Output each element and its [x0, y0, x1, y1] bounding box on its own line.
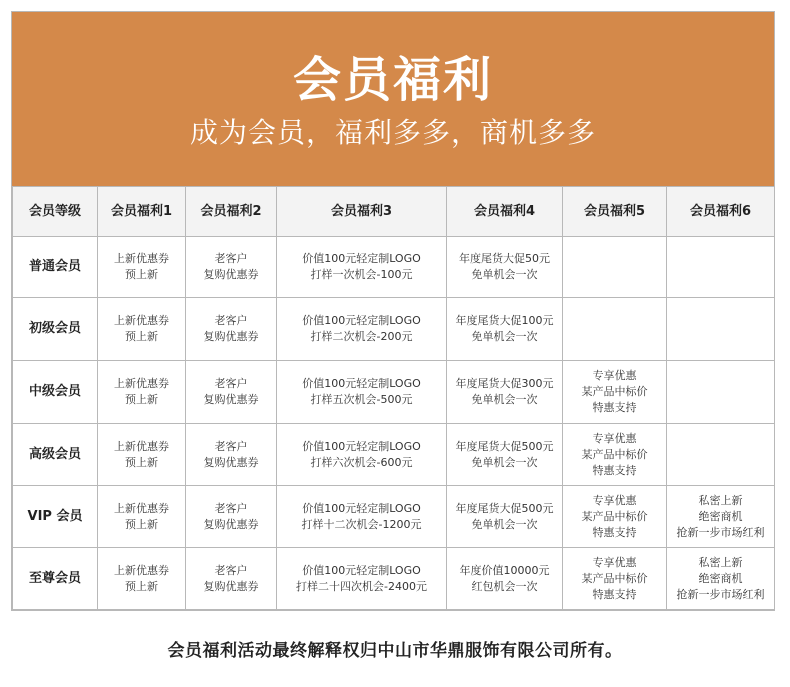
benefit-line: 抢新一步市场红利	[676, 525, 765, 539]
benefit-line: 上新优惠券	[114, 501, 169, 515]
benefit-line: 复购优惠券	[203, 268, 259, 281]
benefit-line: 免单机会一次	[471, 393, 538, 406]
benefit-line: 免单机会一次	[471, 517, 538, 531]
benefit-line: 复购优惠券	[203, 393, 259, 406]
benefit-line: 免单机会一次	[471, 455, 538, 469]
member-level-cell: 中级会员	[13, 361, 98, 424]
benefit-6-cell	[667, 298, 775, 361]
table-row	[13, 486, 775, 548]
header-benefit-4: 会员福利4	[447, 187, 563, 237]
benefit-1-cell	[98, 298, 186, 361]
benefit-line: 上新优惠券	[114, 252, 169, 265]
header-benefit-1: 会员福利1	[98, 187, 186, 237]
table-row	[13, 298, 775, 361]
benefit-2-cell	[186, 298, 277, 361]
benefit-line: 专享优惠	[592, 493, 637, 507]
benefit-line: 年度尾货大促300元	[455, 377, 554, 390]
benefit-line: 绝密商机	[698, 509, 743, 523]
table-row	[13, 361, 775, 424]
benefit-5-cell	[563, 424, 667, 486]
benefit-3-cell	[277, 548, 447, 610]
benefit-line: 打样十二次机会-1200元	[301, 517, 422, 531]
member-level-cell: 高级会员	[13, 424, 98, 486]
benefit-line: 价值100元轻定制LOGO	[302, 377, 421, 390]
benefit-line: 老客户	[214, 377, 248, 390]
benefit-6-cell	[667, 424, 775, 486]
member-level-cell: 至尊会员	[13, 548, 98, 610]
benefit-line: 年度尾货大促500元	[455, 501, 554, 515]
member-level-cell: VIP 会员	[13, 486, 98, 548]
benefit-line: 老客户	[214, 252, 248, 265]
header-benefit-2: 会员福利2	[186, 187, 277, 237]
header-benefit-6: 会员福利6	[667, 187, 775, 237]
benefit-6-cell	[667, 548, 775, 610]
benefit-line: 老客户	[214, 563, 248, 577]
membership-benefits-card	[11, 11, 775, 611]
benefit-4-cell	[447, 424, 563, 486]
benefit-line: 预上新	[125, 330, 158, 343]
benefit-5-cell	[563, 298, 667, 361]
benefit-2-cell	[186, 486, 277, 548]
benefit-line: 特惠支持	[592, 463, 637, 477]
benefit-5-cell	[563, 486, 667, 548]
benefit-line: 特惠支持	[592, 401, 637, 414]
benefit-line: 专享优惠	[592, 369, 637, 382]
header-level: 会员等级	[13, 187, 98, 237]
benefit-3-cell	[277, 424, 447, 486]
benefit-5-cell	[563, 548, 667, 610]
benefit-line: 打样一次机会-100元	[310, 268, 413, 281]
benefit-line: 某产品中标价	[581, 509, 648, 523]
benefit-4-cell	[447, 298, 563, 361]
benefit-line: 复购优惠券	[203, 330, 259, 343]
benefit-line: 特惠支持	[592, 587, 637, 601]
benefit-line: 专享优惠	[592, 555, 637, 569]
table-row	[13, 237, 775, 298]
benefit-line: 老客户	[214, 314, 248, 327]
benefit-line: 免单机会一次	[471, 268, 538, 281]
benefit-3-cell	[277, 237, 447, 298]
benefit-3-cell	[277, 361, 447, 424]
benefit-6-cell	[667, 486, 775, 548]
benefit-1-cell	[98, 424, 186, 486]
benefit-line: 价值100元轻定制LOGO	[302, 252, 421, 265]
benefit-line: 私密上新	[698, 493, 743, 507]
benefit-line: 预上新	[125, 393, 158, 406]
benefit-2-cell	[186, 424, 277, 486]
member-level-cell: 初级会员	[13, 298, 98, 361]
benefit-line: 私密上新	[698, 555, 743, 569]
footer-note: 会员福利活动最终解释权归中山市华鼎服饰有限公司所有。	[167, 641, 623, 661]
table-row	[13, 424, 775, 486]
benefit-line: 预上新	[125, 579, 158, 593]
benefit-4-cell	[447, 548, 563, 610]
benefit-line: 上新优惠券	[114, 439, 169, 453]
benefit-line: 预上新	[125, 455, 158, 469]
benefit-3-cell	[277, 298, 447, 361]
benefit-line: 打样二十四次机会-2400元	[296, 579, 427, 593]
benefit-line: 年度尾货大促500元	[455, 439, 554, 453]
benefit-line: 价值100元轻定制LOGO	[302, 563, 421, 577]
benefit-5-cell	[563, 361, 667, 424]
benefit-line: 上新优惠券	[114, 377, 169, 390]
benefit-4-cell	[447, 486, 563, 548]
benefit-5-cell	[563, 237, 667, 298]
benefit-line: 某产品中标价	[581, 385, 648, 398]
benefit-line: 年度价值10000元	[459, 563, 550, 577]
benefit-line: 专享优惠	[592, 431, 637, 445]
banner-subtitle: 成为会员，福利多多，商机多多	[189, 116, 596, 149]
banner-title: 会员福利	[292, 52, 493, 108]
benefit-line: 上新优惠券	[114, 314, 169, 327]
benefit-line: 老客户	[214, 501, 248, 515]
benefit-line: 特惠支持	[592, 525, 637, 539]
benefit-line: 打样六次机会-600元	[310, 455, 413, 469]
benefit-line: 上新优惠券	[114, 563, 169, 577]
benefit-4-cell	[447, 361, 563, 424]
benefit-1-cell	[98, 548, 186, 610]
benefit-line: 绝密商机	[698, 571, 743, 585]
benefit-1-cell	[98, 361, 186, 424]
benefit-line: 价值100元轻定制LOGO	[302, 439, 421, 453]
benefit-line: 复购优惠券	[203, 517, 259, 531]
benefit-line: 预上新	[125, 268, 158, 281]
benefit-2-cell	[186, 548, 277, 610]
table-body	[13, 237, 775, 610]
benefits-table	[12, 186, 775, 610]
benefit-line: 某产品中标价	[581, 447, 648, 461]
benefit-1-cell	[98, 486, 186, 548]
benefit-line: 年度尾货大促50元	[459, 252, 550, 265]
benefit-line: 年度尾货大促100元	[455, 314, 554, 327]
benefit-line: 打样二次机会-200元	[310, 330, 413, 343]
benefit-line: 打样五次机会-500元	[310, 393, 413, 406]
benefit-line: 红包机会一次	[471, 579, 538, 593]
benefit-line: 免单机会一次	[471, 330, 538, 343]
benefit-6-cell	[667, 237, 775, 298]
benefit-line: 预上新	[125, 517, 158, 531]
header-benefit-3: 会员福利3	[277, 187, 447, 237]
header-benefit-5: 会员福利5	[563, 187, 667, 237]
benefit-line: 复购优惠券	[203, 455, 259, 469]
benefit-line: 老客户	[214, 439, 248, 453]
benefit-3-cell	[277, 486, 447, 548]
benefit-line: 抢新一步市场红利	[676, 587, 765, 601]
banner	[12, 12, 774, 186]
table-row	[13, 548, 775, 610]
benefit-line: 某产品中标价	[581, 571, 648, 585]
benefit-2-cell	[186, 361, 277, 424]
benefit-2-cell	[186, 237, 277, 298]
benefit-line: 价值100元轻定制LOGO	[302, 314, 421, 327]
benefit-line: 复购优惠券	[203, 579, 259, 593]
benefit-line: 价值100元轻定制LOGO	[302, 501, 421, 515]
benefit-6-cell	[667, 361, 775, 424]
member-level-cell: 普通会员	[13, 237, 98, 298]
benefit-4-cell	[447, 237, 563, 298]
benefit-1-cell	[98, 237, 186, 298]
table-header-row	[13, 187, 775, 237]
